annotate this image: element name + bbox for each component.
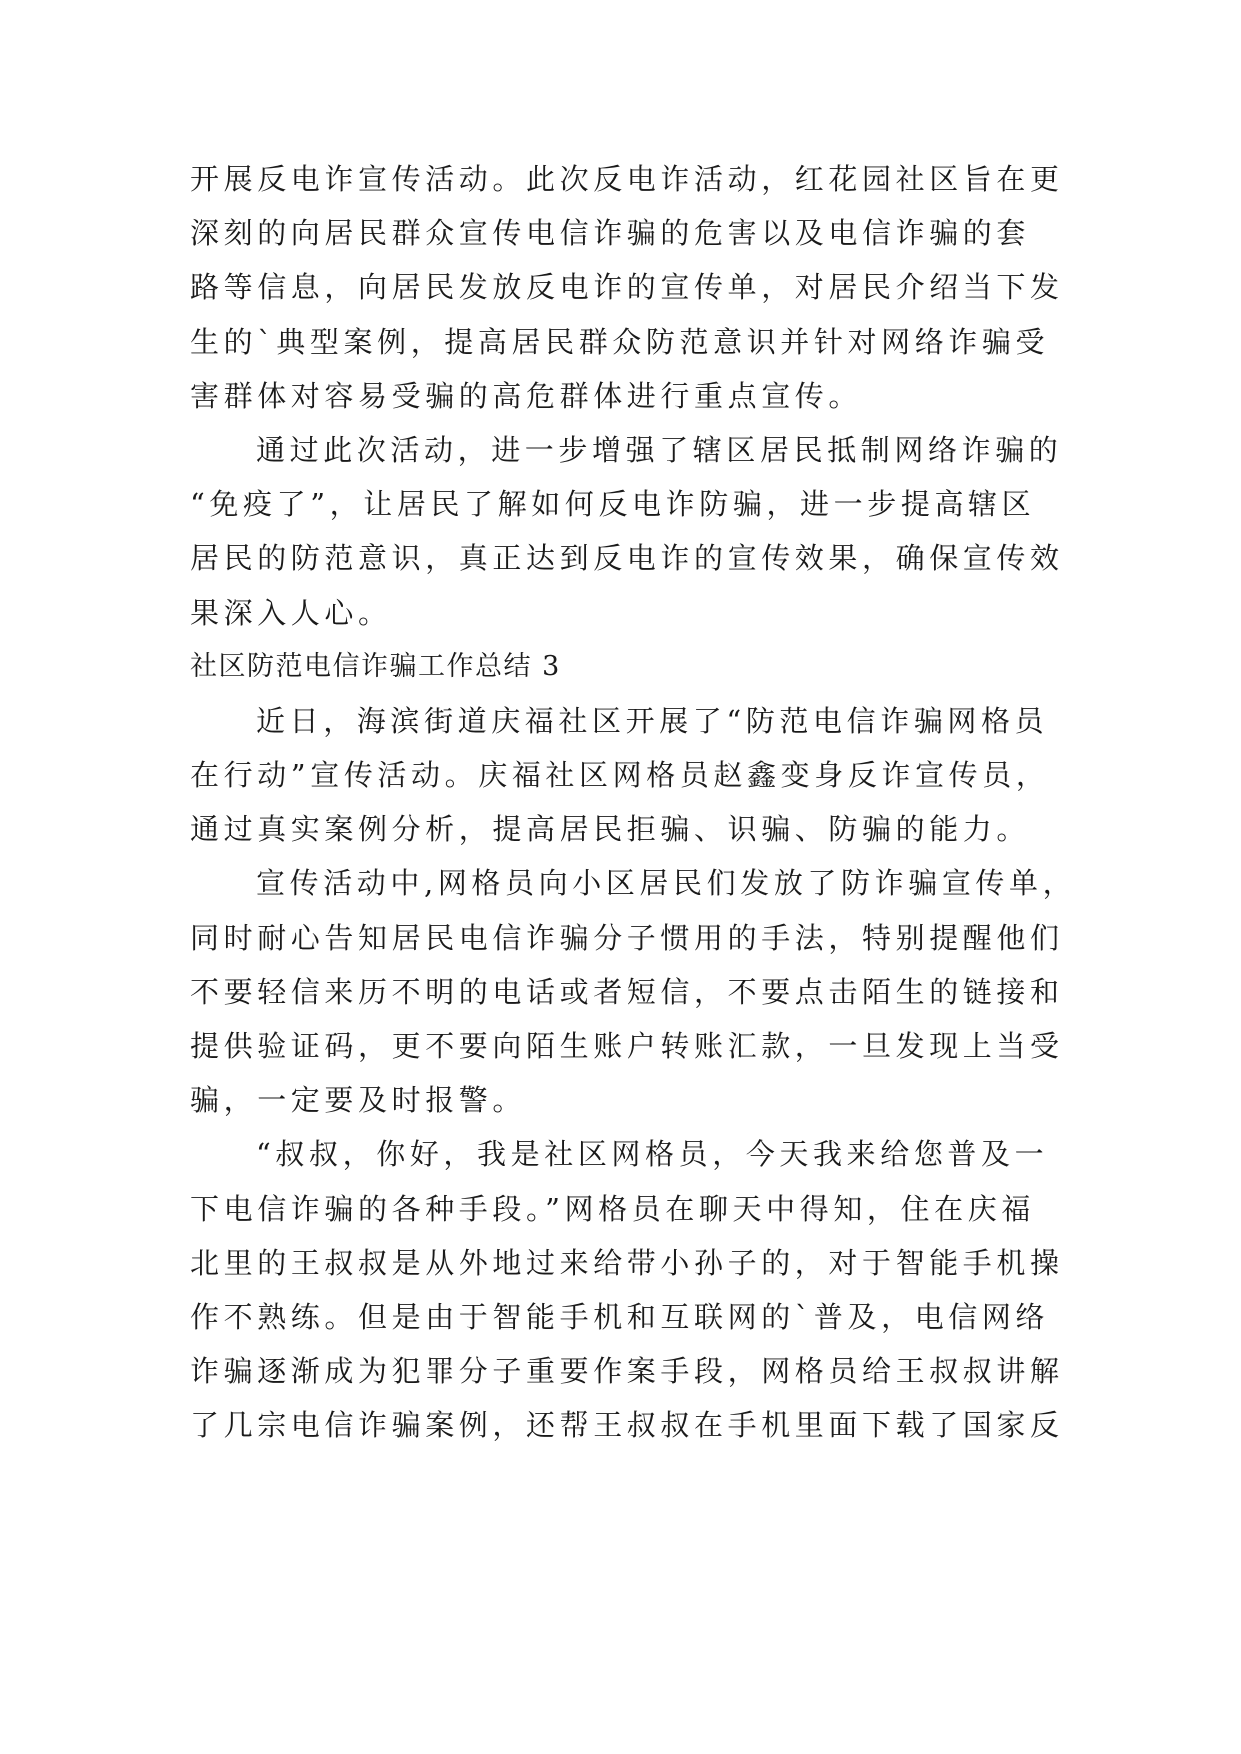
text-line: 北里的王叔叔是从外地过来给带小孙子的，对于智能手机操 bbox=[190, 1245, 1064, 1280]
text-line: 开展反电诈宣传活动。此次反电诈活动，红花园社区旨在更 bbox=[190, 162, 1064, 196]
text-line: 害群体对容易受骗的高危群体进行重点宣传。 bbox=[190, 378, 863, 413]
text-line: 同时耐心告知居民电信诈骗分子惯用的手法，特别提醒他们 bbox=[190, 920, 1064, 955]
text-line: “免疫了”，让居民了解如何反电诈防骗，进一步提高辖区 bbox=[190, 487, 1036, 522]
text-line: 骗，一定要及时报警。 bbox=[190, 1083, 527, 1118]
text-line: 在行动”宣传活动。庆福社区网格员赵鑫变身反诈宣传员， bbox=[190, 758, 1050, 793]
text-line: 提供验证码，更不要向陌生账户转账汇款，一旦发现上当受 bbox=[190, 1029, 1064, 1063]
document-body bbox=[190, 152, 1077, 1453]
text-line: “叔叔，你好，我是社区网格员，今天我来给您普及一 bbox=[256, 1137, 1049, 1172]
text-line: 下电信诈骗的各种手段。”网格员在聊天中得知，住在庆福 bbox=[190, 1191, 1035, 1226]
text-line: 作不熟练。但是由于智能手机和互联网的`普及，电信网络 bbox=[190, 1299, 1050, 1334]
section-heading: 社区防范电信诈骗工作总结 3 bbox=[190, 650, 561, 682]
text-line: 诈骗逐渐成为犯罪分子重要作案手段，网格员给王叔叔讲解 bbox=[190, 1354, 1064, 1389]
text-line: 宣传活动中,网格员向小区居民们发放了防诈骗宣传单， bbox=[256, 866, 1077, 901]
text-line: 了几宗电信诈骗案例，还帮王叔叔在手机里面下载了国家反 bbox=[190, 1408, 1064, 1443]
text-line: 近日，海滨街道庆福社区开展了“防范电信诈骗网格员 bbox=[256, 703, 1049, 738]
text-line: 通过真实案例分析，提高居民拒骗、识骗、防骗的能力。 bbox=[190, 812, 1031, 847]
text-line: 果深入人心。 bbox=[190, 595, 392, 630]
text-line: 路等信息，向居民发放反电诈的宣传单，对居民介绍当下发 bbox=[190, 270, 1064, 305]
text-line: 深刻的向居民群众宣传电信诈骗的危害以及电信诈骗的套 bbox=[190, 216, 1031, 251]
text-line: 不要轻信来历不明的电话或者短信，不要点击陌生的链接和 bbox=[190, 974, 1064, 1009]
text-line: 通过此次活动，进一步增强了辖区居民抵制网络诈骗的 bbox=[256, 432, 1063, 467]
text-line: 居民的防范意识，真正达到反电诈的宣传效果，确保宣传效 bbox=[190, 541, 1064, 576]
text-line: 生的`典型案例，提高居民群众防范意识并针对网络诈骗受 bbox=[190, 324, 1050, 359]
